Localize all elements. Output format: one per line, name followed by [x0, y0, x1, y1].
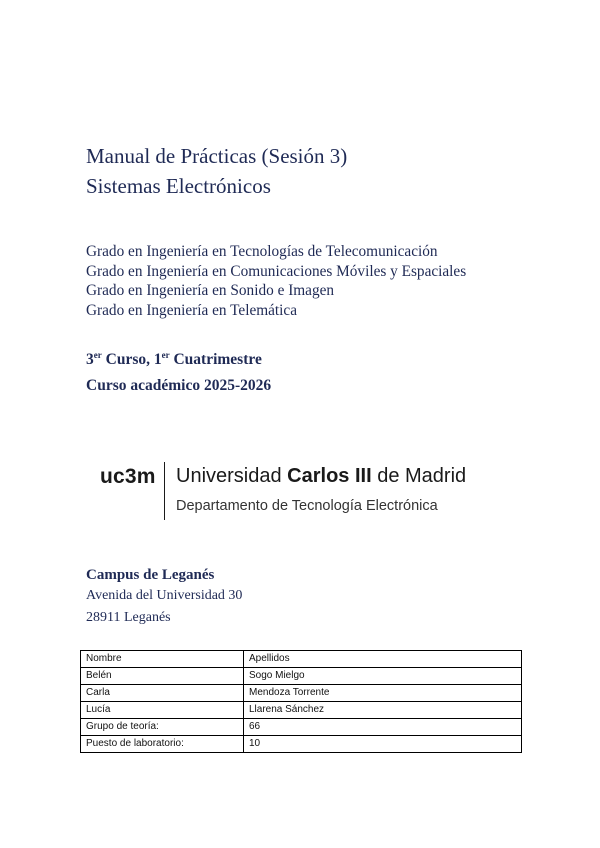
table-row [81, 702, 522, 719]
year-ordinal: er [93, 350, 102, 360]
title-line-1: Manual de Prácticas (Sesión 3) [86, 144, 348, 168]
university-logo [100, 462, 500, 524]
term-number: 1 [153, 351, 162, 368]
degree-item: Grado en Ingeniería en Telemática [86, 302, 297, 320]
degree-item: Grado en Ingeniería en Comunicaciones Móviles y Espaciales [86, 262, 467, 280]
table-cell: Mendoza Torrente [244, 685, 522, 702]
university-name-part: de Madrid [371, 465, 467, 487]
table-cell: Lucía [81, 702, 244, 719]
title-line-2: Sistemas Electrónicos [86, 174, 271, 198]
table-cell: Puesto de laboratorio: [81, 736, 244, 753]
university-name-bold: Carlos III [287, 465, 372, 487]
term-ordinal: er [161, 350, 170, 360]
table-cell: Belén [81, 668, 244, 685]
table-row [81, 736, 522, 753]
academic-year: Curso académico 2025-2026 [86, 377, 272, 394]
degree-item: Grado en Ingeniería en Sonido e Imagen [86, 282, 335, 300]
course-info [86, 347, 271, 399]
university-name [176, 465, 466, 488]
year-number: 3 [86, 351, 94, 368]
table-cell: Apellidos [244, 651, 522, 668]
course-year-line [86, 347, 271, 373]
table-row [81, 719, 522, 736]
table-cell: Grupo de teoría: [81, 719, 244, 736]
department-name: Departamento de Tecnología Electrónica [176, 498, 438, 514]
campus-address-city: 28911 Leganés [86, 610, 171, 625]
degree-item: Grado en Ingeniería en Tecnologías de Telecomunicación [86, 243, 438, 260]
table-cell: 66 [244, 719, 522, 736]
year-text: Curso, [101, 351, 154, 368]
degree-list [86, 242, 466, 321]
table-header-row [81, 651, 522, 668]
table-cell: Carla [81, 685, 244, 702]
table-cell: Sogo Mielgo [244, 668, 522, 685]
term-text: Cuatrimestre [169, 351, 262, 368]
campus-name: Campus de Leganés [86, 567, 215, 583]
logo-divider [164, 462, 165, 520]
document-title [86, 141, 347, 201]
campus-block [86, 565, 242, 629]
campus-address-street: Avenida del Universidad 30 [86, 588, 243, 603]
team-members-table [80, 650, 522, 753]
uc3m-logo-mark: uc3m [100, 465, 156, 488]
table-row [81, 685, 522, 702]
table-cell: Llarena Sánchez [244, 702, 522, 719]
university-name-part: Universidad [176, 465, 288, 487]
table-cell: 10 [244, 736, 522, 753]
table-row [81, 668, 522, 685]
table-cell: Nombre [81, 651, 244, 668]
